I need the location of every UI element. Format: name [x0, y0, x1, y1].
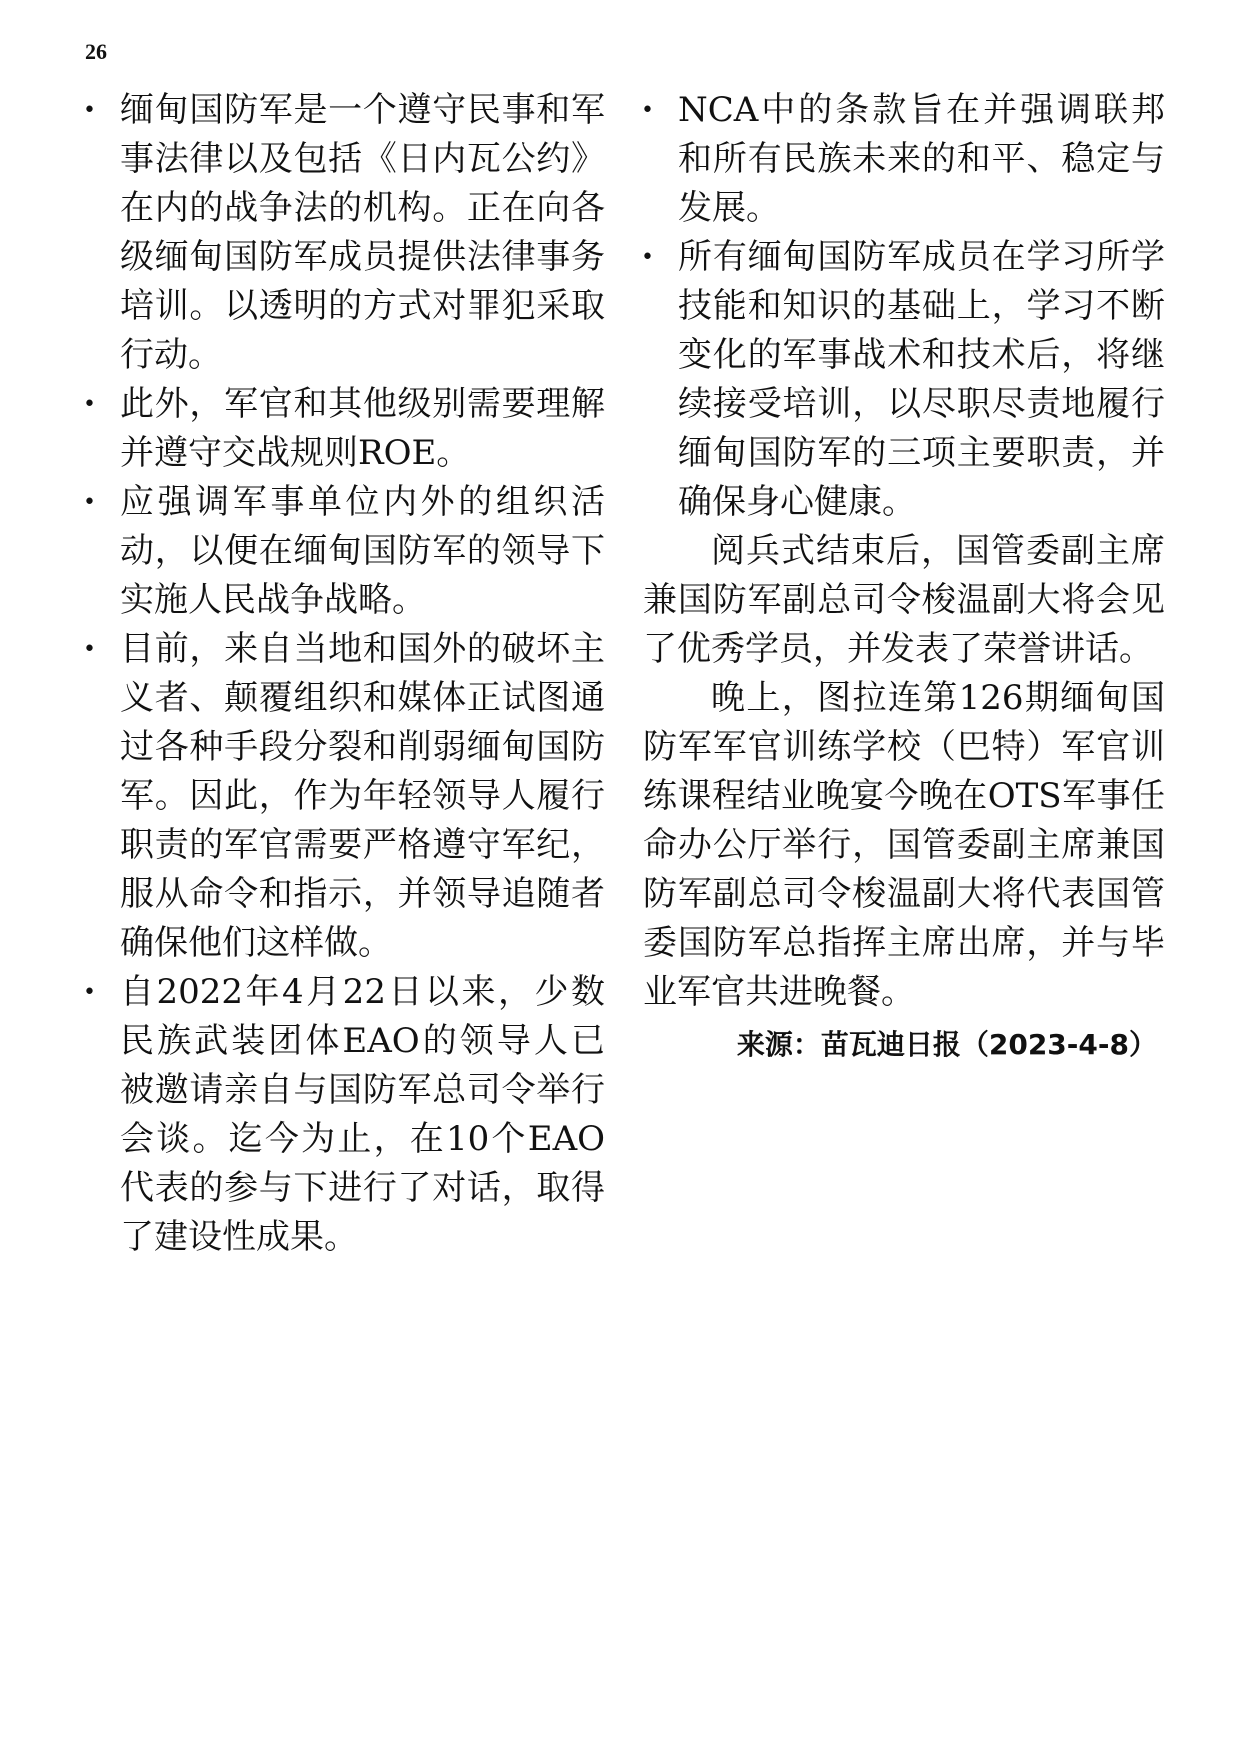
right-column	[643, 86, 1165, 1071]
page-number: 26	[85, 39, 107, 64]
bullet-icon: •	[83, 98, 96, 123]
list-item	[85, 968, 605, 1262]
list-item-text: NCA中的条款旨在并强调联邦和所有民族未来的和平、稳定与发展。	[678, 90, 1165, 228]
bullet-icon: •	[641, 98, 654, 123]
source-attribution: 来源：苗瓦迪日报（2023-4-8）	[736, 1028, 1157, 1061]
list-item-text: 缅甸国防军是一个遵守民事和军事法律以及包括《日内瓦公约》在内的战争法的机构。正在向各级缅甸国防军成员提供法律事务培训。以透明的方式对罪犯采取行动。	[120, 90, 605, 375]
list-item	[85, 380, 605, 478]
list-item-text: 此外，军官和其他级别需要理解并遵守交战规则ROE。	[120, 384, 605, 473]
right-bullet-list	[643, 86, 1165, 527]
bullet-icon: •	[83, 637, 96, 662]
list-item	[85, 625, 605, 968]
list-item	[85, 478, 605, 625]
bullet-icon: •	[641, 245, 654, 270]
list-item	[643, 233, 1165, 527]
bullet-icon: •	[83, 392, 96, 417]
list-item	[85, 86, 605, 380]
body-paragraph: 晚上，图拉连第126期缅甸国防军军官训练学校（巴特）军官训练课程结业晚宴今晚在OTS军事任命办公厅举行，国管委副主席兼国防军副总司令梭温副大将代表国管委国防军总指挥主席出席，并与毕业军官共进晚餐。	[643, 678, 1165, 1012]
left-bullet-list	[85, 86, 605, 1262]
left-column	[85, 86, 605, 1262]
list-item-text: 自2022年4月22日以来，少数民族武装团体EAO的领导人已被邀请亲自与国防军总司令举行会谈。迄今为止，在10个EAO代表的参与下进行了对话，取得了建设性成果。	[120, 972, 605, 1257]
body-paragraph: 阅兵式结束后，国管委副主席兼国防军副总司令梭温副大将会见了优秀学员，并发表了荣誉讲话。	[643, 531, 1165, 669]
list-item	[643, 86, 1165, 233]
list-item-text: 所有缅甸国防军成员在学习所学技能和知识的基础上，学习不断变化的军事战术和技术后，将继续接受培训，以尽职尽责地履行缅甸国防军的三项主要职责，并确保身心健康。	[678, 237, 1165, 522]
bullet-icon: •	[83, 490, 96, 515]
list-item-text: 目前，来自当地和国外的破坏主义者、颠覆组织和媒体正试图通过各种手段分裂和削弱缅甸国防军。因此，作为年轻领导人履行职责的军官需要严格遵守军纪，服从命令和指示，并领导追随者确保他们这样做。	[120, 629, 605, 963]
bullet-icon: •	[83, 980, 96, 1005]
list-item-text: 应强调军事单位内外的组织活动，以便在缅甸国防军的领导下实施人民战争战略。	[120, 482, 605, 620]
